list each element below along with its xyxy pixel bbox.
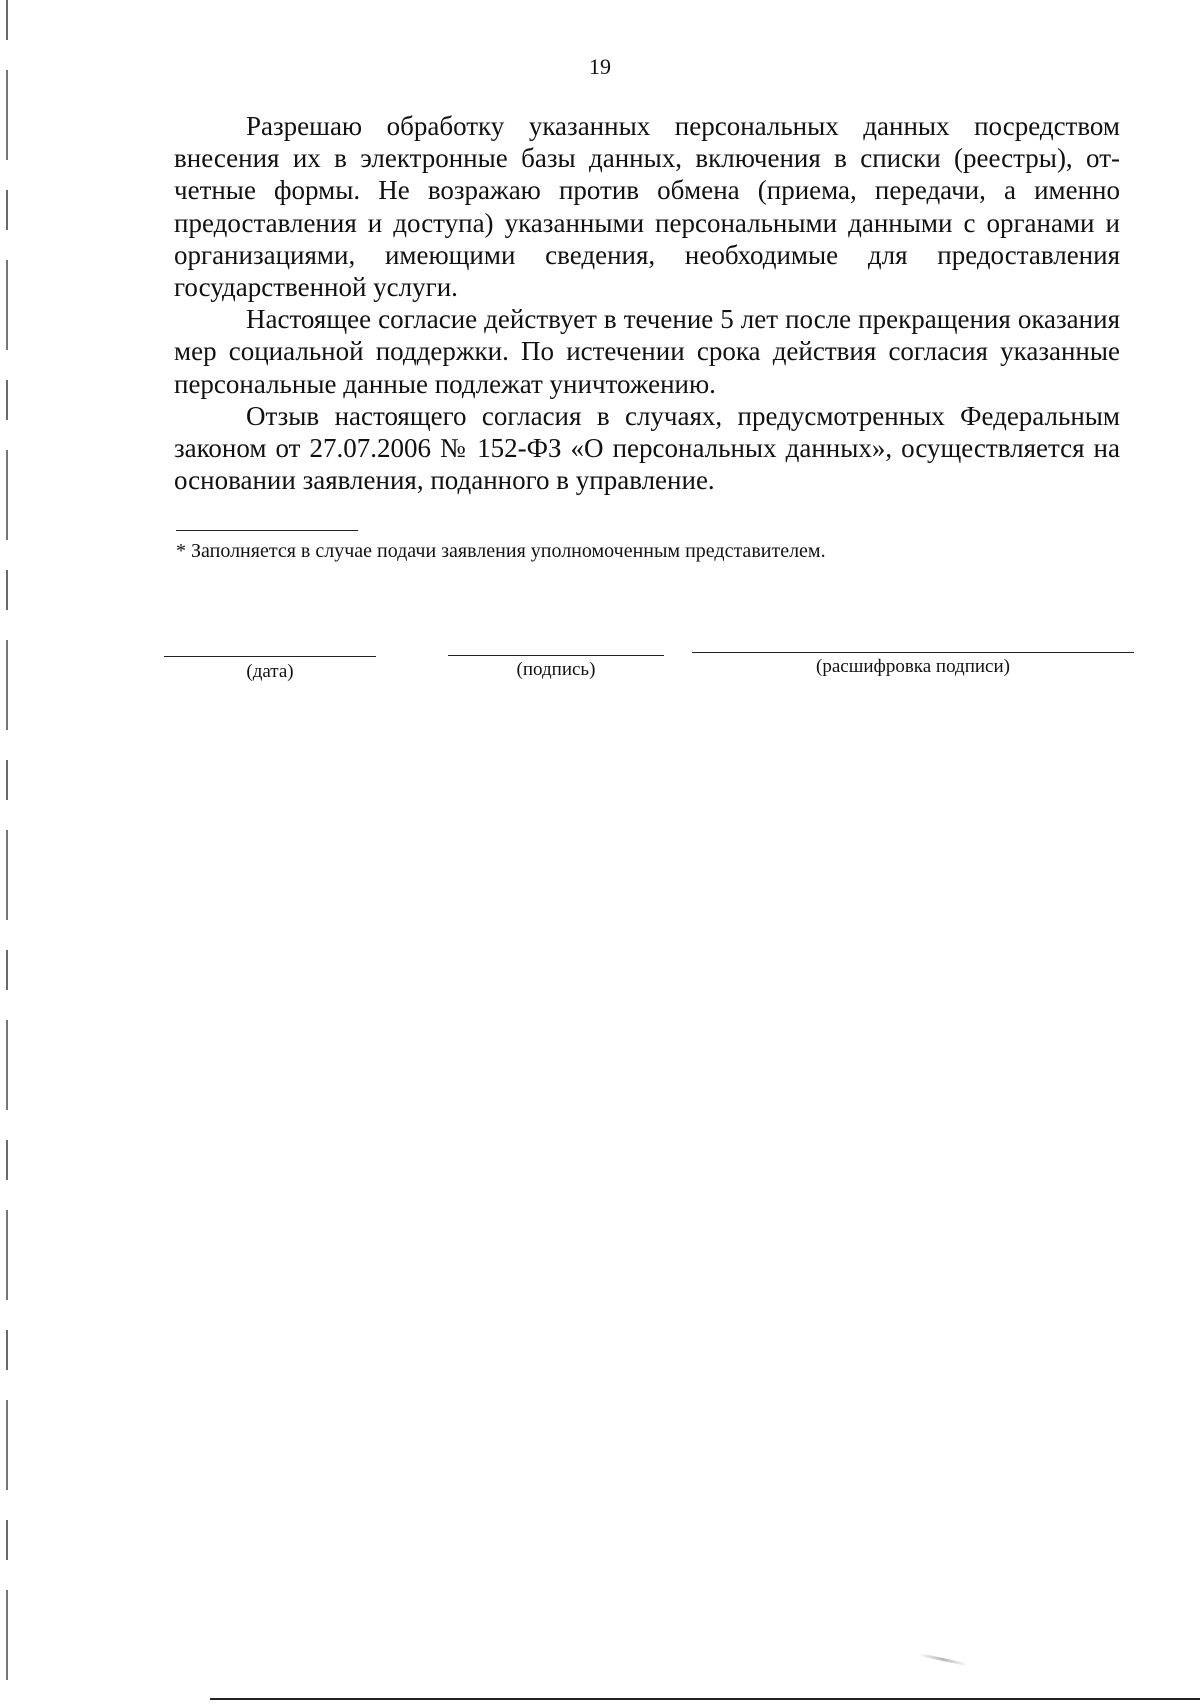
consent-paragraph-revocation: Отзыв настоящего согласия в случаях, предусмотренных Федеральным законом от 27.07.2006 № 152-ФЗ «О персональных данных», осуществляется на основании заявления, поданного в управление. (174, 400, 1120, 496)
footnote: * Заполняется в случае подачи заявления уполномоченным представителем. (176, 540, 826, 562)
signature-decode-caption: (расшифровка подписи) (816, 656, 1010, 677)
consent-paragraph-processing: Разрешаю обработку указанных персональных данных посредством внесения их в электронные базы данных, включения в списки (реестры), отчетные формы. Не возражаю против обмена (приема, передачи, а именно предоставления и доступа) указанными персональными данными с органами и организациями, имеющими сведения, необходимые для предоставления государственной услуги. (174, 111, 1120, 303)
signature-caption: (подпись) (516, 659, 596, 680)
date-line (164, 656, 376, 657)
scan-edge-left (6, 0, 8, 1704)
signature-decode-line (692, 652, 1134, 653)
footnote-divider (176, 530, 358, 531)
page-number: 19 (589, 54, 611, 79)
signature-line (448, 655, 664, 656)
date-caption: (дата) (246, 661, 294, 682)
consent-body (174, 110, 1120, 496)
scan-smudge (918, 1653, 968, 1666)
consent-paragraph-validity: Настоящее согласие действует в течение 5 лет после прекращения оказания мер социальной поддержки. По истечении срока действия согласия указанные персональные данные подлежат уничтожению. (174, 304, 1120, 399)
scan-edge-bottom (210, 1698, 1200, 1700)
